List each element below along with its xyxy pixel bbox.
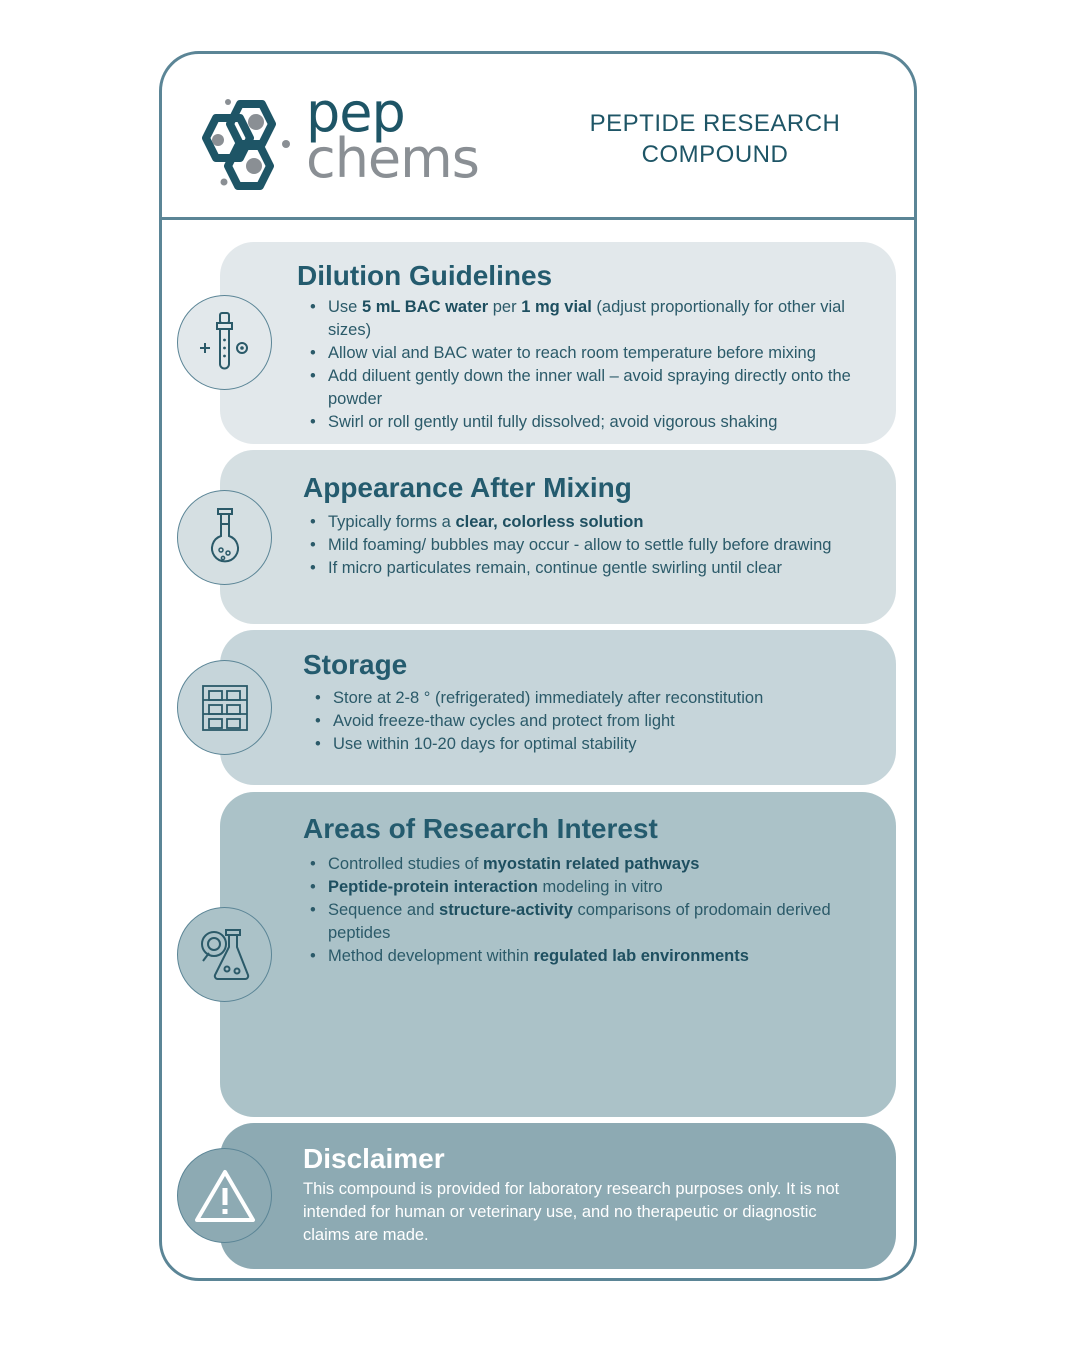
text-run: Mild foaming/ bubbles may occur - allow to settle fully before drawing bbox=[328, 536, 832, 554]
text-run: Method development within bbox=[328, 947, 534, 965]
bold-text: clear, colorless solution bbox=[455, 513, 644, 531]
hexagon-molecule-icon bbox=[188, 92, 300, 196]
text-run: per bbox=[488, 298, 522, 316]
dilution-heading: Dilution Guidelines bbox=[297, 260, 553, 291]
bold-text: regulated lab environments bbox=[533, 947, 749, 965]
list-item bbox=[306, 557, 866, 580]
logo-wordmark-chems: chems bbox=[306, 127, 479, 190]
list-item bbox=[306, 411, 866, 434]
text-run: Use bbox=[328, 298, 362, 316]
list-item bbox=[311, 733, 871, 756]
appearance-heading: Appearance After Mixing bbox=[303, 472, 632, 503]
appearance-panel bbox=[220, 450, 896, 624]
bold-text: structure-activity bbox=[439, 901, 573, 919]
bold-text: 1 mg vial bbox=[521, 298, 592, 316]
bold-text: 5 mL BAC water bbox=[361, 298, 489, 316]
list-item bbox=[306, 899, 866, 945]
disclaimer-heading: Disclaimer bbox=[303, 1143, 445, 1174]
bold-text: Peptide-protein interaction bbox=[328, 878, 538, 896]
list-item bbox=[311, 710, 871, 733]
dilution-panel bbox=[220, 242, 896, 444]
text-run: Swirl or roll gently until fully dissolved; avoid vigorous shaking bbox=[328, 413, 778, 431]
disclaimer-panel bbox=[220, 1123, 896, 1269]
text-run: Sequence and bbox=[328, 901, 440, 919]
disclaimer-text: This compound is provided for laboratory research purposes only. It is not intended for human or veterinary use, and no therapeutic or diagnostic claims are made. bbox=[303, 1180, 840, 1244]
logo-wordmark-pep: pep bbox=[306, 81, 405, 144]
research-heading: Areas of Research Interest bbox=[303, 813, 658, 844]
header-divider bbox=[159, 217, 917, 220]
list-item bbox=[311, 687, 871, 710]
list-item bbox=[306, 342, 866, 365]
flask-icon bbox=[177, 490, 272, 585]
list-item bbox=[306, 534, 866, 557]
dropper-icon bbox=[177, 295, 272, 390]
lab-research-icon bbox=[177, 907, 272, 1002]
storage-heading: Storage bbox=[303, 649, 408, 680]
text-run: Allow vial and BAC water to reach room temperature before mixing bbox=[328, 344, 816, 362]
fridge-shelves-icon bbox=[177, 660, 272, 755]
dilution-list bbox=[306, 296, 866, 434]
text-run: modeling in vitro bbox=[537, 878, 663, 896]
text-run: Use within 10-20 days for optimal stability bbox=[333, 735, 637, 753]
text-run: Add diluent gently down the inner wall – avoid spraying directly onto the powder bbox=[328, 367, 851, 408]
storage-panel bbox=[220, 630, 896, 785]
text-run: Controlled studies of bbox=[328, 855, 484, 873]
text-run: Avoid freeze-thaw cycles and protect from light bbox=[333, 712, 675, 730]
list-item bbox=[306, 876, 866, 899]
text-run: If micro particulates remain, continue gentle swirling until clear bbox=[328, 559, 782, 577]
list-item bbox=[306, 853, 866, 876]
title-line-1: PEPTIDE RESEARCH bbox=[589, 110, 841, 137]
brand-logo bbox=[188, 81, 488, 196]
list-item bbox=[306, 511, 866, 534]
text-run: Store at 2-8 ° (refrigerated) immediately after reconstitution bbox=[333, 689, 764, 707]
text-run: comparisons of prodomain derived peptides bbox=[328, 901, 831, 942]
text-run: (adjust proportionally for other vial sizes) bbox=[328, 298, 845, 339]
research-list bbox=[306, 853, 866, 968]
title-line-2: COMPOUND bbox=[641, 141, 789, 168]
storage-list bbox=[311, 687, 871, 756]
research-panel bbox=[220, 792, 896, 1117]
list-item bbox=[306, 365, 866, 411]
appearance-list bbox=[306, 511, 866, 580]
warning-icon bbox=[177, 1148, 272, 1243]
list-item bbox=[306, 296, 866, 342]
bold-text: myostatin related pathways bbox=[483, 855, 700, 873]
list-item bbox=[306, 945, 866, 968]
page-title bbox=[560, 108, 870, 170]
text-run: Typically forms a bbox=[328, 513, 456, 531]
